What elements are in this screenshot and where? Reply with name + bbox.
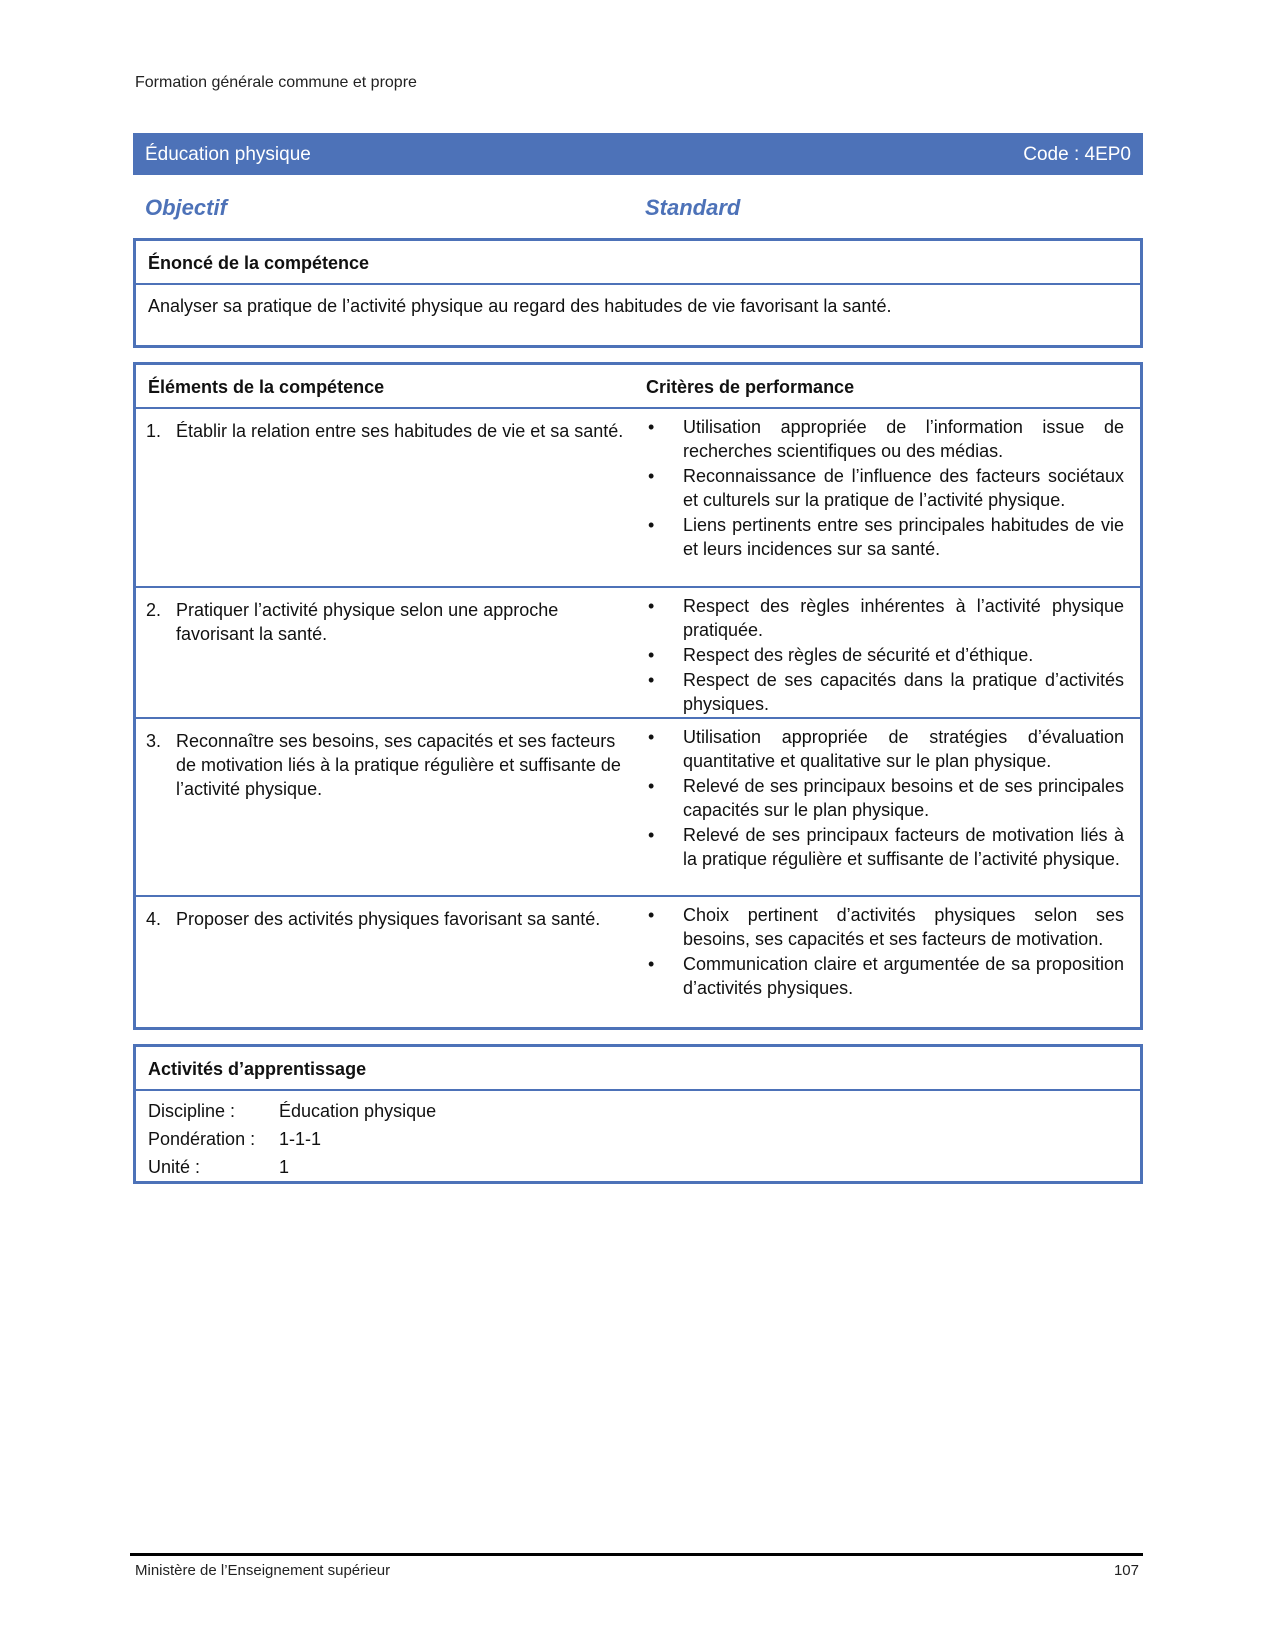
element-text <box>146 419 626 443</box>
criterion-item: • Communication claire et argumentée de sa proposition d’activités physiques. <box>646 952 1124 1000</box>
element-description: Pratiquer l’activité physique selon une approche favorisant la santé. <box>176 600 559 644</box>
footer-rule <box>130 1553 1143 1556</box>
criteria-column-title: Critères de performance <box>646 377 855 397</box>
objective-label: Objectif <box>145 195 227 220</box>
criterion-item: • Liens pertinents entre ses principales habitudes de vie et leurs incidences sur sa santé. <box>646 513 1124 561</box>
weighting-line <box>148 1125 1128 1153</box>
weighting-label: Pondération : <box>148 1129 256 1149</box>
elements-table-header <box>136 365 1140 409</box>
course-banner <box>133 133 1143 175</box>
element-number: 4. <box>146 909 162 929</box>
criteria-list <box>646 725 1124 872</box>
element-description: Reconnaître ses besoins, ses capacités et ses facteurs de motivation liés à la pratique régulière et suffisante de l’activité physique. <box>176 731 621 799</box>
element-number: 1. <box>146 421 162 441</box>
table-row <box>136 409 1140 588</box>
competence-statement-title: Énoncé de la compétence <box>136 241 1140 285</box>
learning-activities-title: Activités d’apprentissage <box>136 1047 1140 1091</box>
element-description: Proposer des activités physiques favorisant sa santé. <box>176 909 601 929</box>
table-row <box>136 719 1140 897</box>
criterion-item: • Utilisation appropriée de l’information issue de recherches scientifiques ou des médias. <box>646 415 1124 463</box>
criterion-item: • Utilisation appropriée de stratégies d’évaluation quantitative et qualitative sur le plan physique. <box>646 725 1124 773</box>
criterion-item: • Respect de ses capacités dans la pratique d’activités physiques. <box>646 668 1124 716</box>
criteria-list <box>646 903 1124 1001</box>
table-row <box>136 897 1140 1027</box>
table-row <box>136 588 1140 719</box>
element-description: Établir la relation entre ses habitudes de vie et sa santé. <box>176 421 624 441</box>
running-header: Formation générale commune et propre <box>135 74 417 91</box>
weighting-value: 1-1-1 <box>279 1129 322 1149</box>
criterion-item: • Reconnaissance de l’influence des facteurs sociétaux et culturels sur la pratique de l’activité physique. <box>646 464 1124 512</box>
unit-line <box>148 1153 1128 1181</box>
footer-ministry: Ministère de l’Enseignement supérieur <box>135 1562 391 1579</box>
banner-code: Code : 4EP0 <box>1023 144 1131 165</box>
unit-value: 1 <box>279 1157 290 1177</box>
discipline-label: Discipline : <box>148 1101 236 1121</box>
criterion-item: • Relevé de ses principaux facteurs de motivation liés à la pratique régulière et suffisante de l’activité physique. <box>646 823 1124 871</box>
criteria-list <box>646 415 1124 562</box>
element-number: 2. <box>146 600 162 620</box>
criterion-item: • Choix pertinent d’activités physiques selon ses besoins, ses capacités et ses facteurs de motivation. <box>646 903 1124 951</box>
element-text <box>146 598 626 646</box>
learning-activities-body <box>136 1091 1140 1187</box>
page-number: 107 <box>1113 1562 1139 1579</box>
element-text <box>146 907 626 931</box>
elements-column-title: Éléments de la compétence <box>148 377 385 397</box>
element-text <box>146 729 626 801</box>
elements-table <box>133 362 1143 1030</box>
criterion-item: • Relevé de ses principaux besoins et de ses principales capacités sur le plan physique. <box>646 774 1124 822</box>
discipline-value: Éducation physique <box>279 1101 437 1121</box>
criteria-list <box>646 594 1124 717</box>
banner-discipline: Éducation physique <box>145 144 311 165</box>
unit-label: Unité : <box>148 1157 201 1177</box>
learning-activities-box <box>133 1044 1143 1184</box>
competence-statement-text: Analyser sa pratique de l’activité physique au regard des habitudes de vie favorisant la santé. <box>148 296 892 316</box>
standard-label: Standard <box>645 195 741 220</box>
competence-statement-box <box>133 238 1143 348</box>
criterion-item: • Respect des règles inhérentes à l’activité physique pratiquée. <box>646 594 1124 642</box>
element-number: 3. <box>146 731 162 751</box>
criterion-item: • Respect des règles de sécurité et d’éthique. <box>646 643 1124 667</box>
discipline-line <box>148 1097 1128 1125</box>
